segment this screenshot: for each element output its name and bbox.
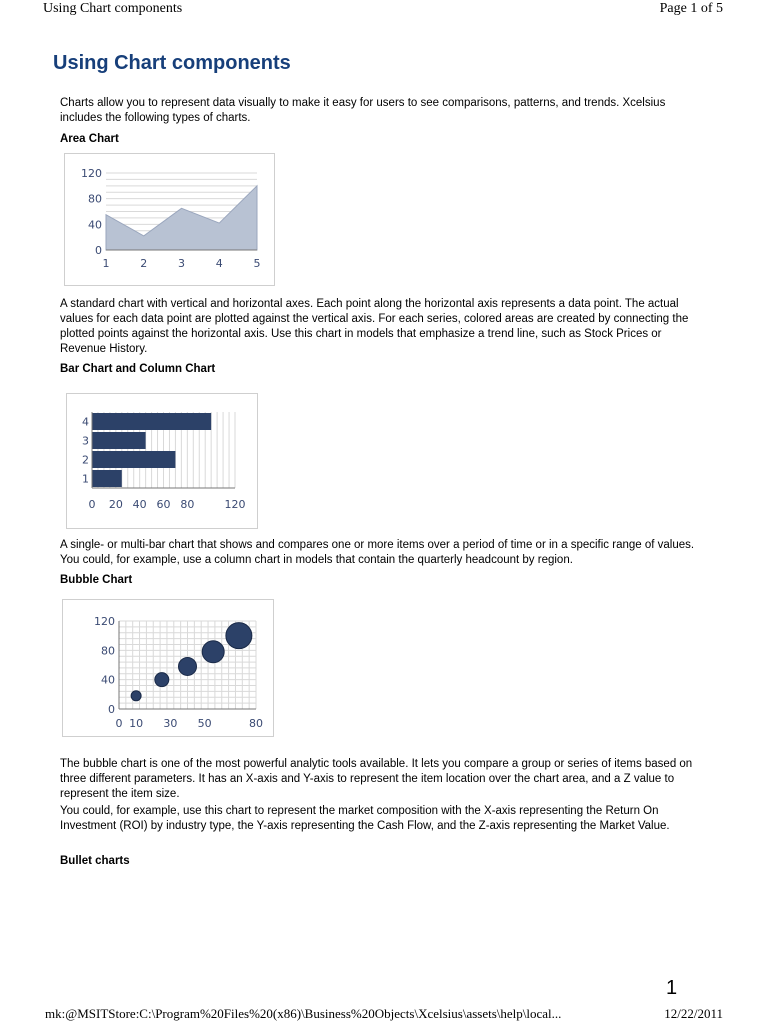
bar-chart-heading: Bar Chart and Column Chart: [60, 363, 216, 375]
area-chart-svg: [65, 154, 274, 285]
bar: [92, 470, 122, 487]
y-tick-label: 40: [101, 673, 115, 687]
x-tick-label: 80: [249, 717, 263, 730]
bubble: [226, 623, 252, 649]
bar: [92, 432, 146, 449]
x-tick-label: 0: [88, 498, 96, 511]
x-tick-label: 1: [102, 257, 110, 270]
y-tick-label: 120: [81, 167, 102, 180]
y-tick-label: 0: [95, 244, 102, 257]
header-page-of: Page 1 of 5: [659, 1, 723, 16]
bubble: [202, 641, 224, 663]
area-chart-heading: Area Chart: [60, 133, 119, 145]
y-tick-label: 80: [88, 192, 102, 206]
y-tick-label: 120: [94, 615, 115, 628]
x-tick-label: 80: [180, 498, 195, 511]
footer-date: 12/22/2011: [664, 1006, 723, 1021]
y-tick-label: 0: [108, 703, 115, 716]
bubble-chart-svg: [63, 600, 273, 736]
x-tick-label: 40: [132, 498, 147, 511]
category-label: 3: [82, 434, 89, 448]
bubble-chart: [62, 599, 274, 737]
x-tick-label: 120: [224, 498, 246, 511]
x-tick-label: 50: [197, 717, 212, 730]
bubble: [155, 673, 169, 687]
category-label: 4: [82, 415, 89, 429]
x-tick-label: 3: [178, 257, 185, 270]
x-tick-label: 5: [253, 257, 261, 270]
print-header: [43, 1, 723, 19]
bar: [92, 413, 211, 430]
x-tick-label: 4: [215, 257, 223, 270]
x-tick-label: 30: [163, 717, 178, 730]
bar-chart: [66, 393, 258, 529]
bubble-chart-example: You could, for example, use this chart to represent the market composition with the X-axis representing the Return On Investment (ROI) by industry type, the Y-axis representing the Cash Flow, and the Z-axis representing the Market Value.: [60, 805, 670, 832]
bubble: [179, 657, 197, 675]
bubble: [131, 691, 141, 701]
bar-chart-description: A single- or multi-bar chart that shows and compares one or more items over a period of time or in a specific range of values. You could, for example, use a column chart in models that contain the quarterly headcount by region.: [60, 539, 695, 566]
category-label: 2: [82, 453, 89, 467]
x-tick-label: 2: [140, 257, 148, 270]
category-label: 1: [82, 472, 89, 486]
x-tick-label: 20: [108, 498, 123, 511]
header-doc-title: Using Chart components: [43, 1, 183, 16]
bubble-chart-heading: Bubble Chart: [60, 574, 133, 586]
footer-path: mk:@MSITStore:C:\Program%20Files%20(x86)\Business%20Objects\Xcelsius\assets\help\local...: [45, 1006, 562, 1021]
bar: [92, 451, 175, 468]
page-title: Using Chart components: [53, 52, 291, 74]
x-tick-label: 60: [156, 498, 171, 511]
bullet-charts-heading: Bullet charts: [60, 855, 130, 867]
x-tick-label: 10: [129, 717, 144, 730]
intro-paragraph: Charts allow you to represent data visually to make it easy for users to see comparisons, patterns, and trends. Xcelsius includes the following types of charts.: [60, 97, 666, 124]
area-chart-description: A standard chart with vertical and horizontal axes. Each point along the horizontal axis represents a data point. The actual values for each data point are plotted against the vertical axis. For each series, colored areas are created by connecting the plotted points against the horizontal axis. Use this chart in models that emphasize a trend line, such as Stock Prices or Revenue History.: [60, 298, 689, 355]
area-chart: [64, 153, 275, 286]
bubble-chart-description: The bubble chart is one of the most powerful analytic tools available. It lets you compare a group or series of items based on three different parameters. It has an X-axis and Y-axis to represent the item location over the chart area, and a Z value to represent the item size.: [60, 758, 693, 800]
y-tick-label: 80: [101, 644, 115, 658]
x-tick-label: 0: [115, 717, 123, 730]
bar-chart-svg: [67, 394, 257, 528]
page-number: 1: [666, 977, 678, 999]
y-tick-label: 40: [88, 218, 102, 232]
